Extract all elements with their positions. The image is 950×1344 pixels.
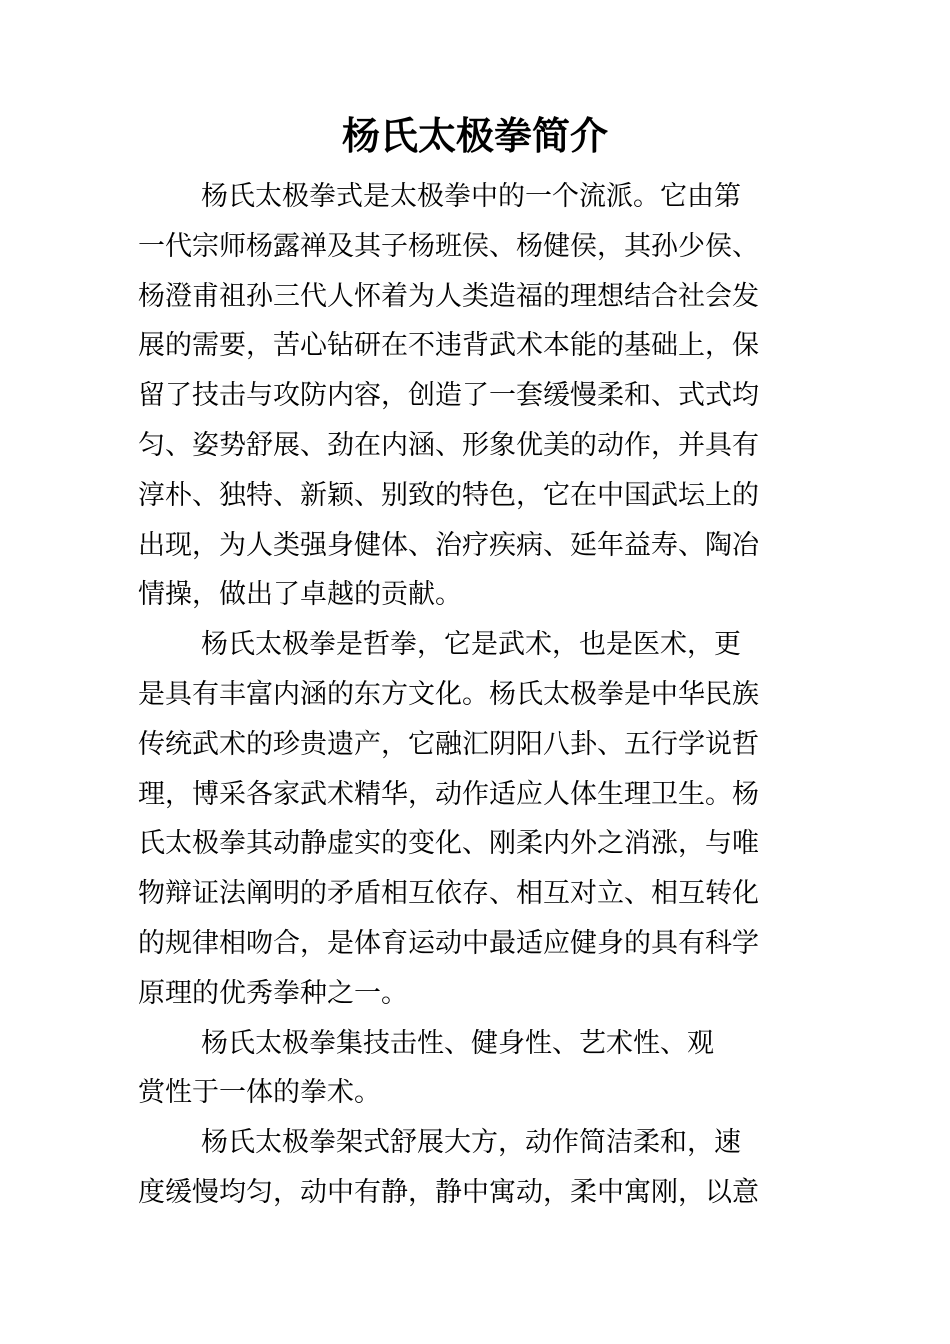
text-line: 匀、姿势舒展、劲在内涵、形象优美的动作，并具有 — [138, 429, 759, 461]
document-body — [138, 172, 828, 1218]
text-line: 情操，做出了卓越的贡献。 — [138, 579, 462, 611]
text-line: 杨氏太极拳架式舒展大方，动作简洁柔和，速 — [201, 1127, 741, 1159]
text-line: 出现，为人类强身健体、治疗疾病、延年益寿、陶冶 — [138, 529, 759, 561]
paragraph-3 — [138, 1019, 828, 1119]
text-line: 杨氏太极拳是哲拳，它是武术，也是医术，更 — [201, 629, 741, 661]
text-line: 杨氏太极拳式是太极拳中的一个流派。它由第 — [201, 181, 741, 212]
document-title: 杨氏太极拳简介 — [341, 114, 608, 158]
text-line: 淳朴、独特、新颖、别致的特色，它在中国武坛上的 — [138, 479, 759, 511]
paragraph-1 — [138, 172, 828, 620]
text-line: 度缓慢均匀，动中有静，静中寓动，柔中寓刚，以意 — [138, 1176, 759, 1208]
text-line: 杨澄甫祖孙三代人怀着为人类造福的理想结合社会发 — [138, 280, 759, 312]
text-line: 理，博采各家武术精华，动作适应人体生理卫生。杨 — [138, 778, 759, 810]
text-line: 赏性于一体的拳术。 — [138, 1077, 381, 1109]
text-line: 是具有丰富内涵的东方文化。杨氏太极拳是中华民族 — [138, 678, 759, 710]
text-line: 留了技击与攻防内容，创造了一套缓慢柔和、式式均 — [138, 380, 759, 412]
paragraph-4 — [138, 1118, 828, 1218]
text-line: 的规律相吻合，是体育运动中最适应健身的具有科学 — [138, 927, 759, 959]
text-line: 展的需要，苦心钻研在不违背武术本能的基础上，保 — [138, 330, 759, 362]
paragraph-2 — [138, 620, 828, 1018]
text-line: 杨氏太极拳集技击性、健身性、艺术性、观 — [201, 1027, 714, 1059]
text-line: 原理的优秀拳种之一。 — [138, 977, 408, 1009]
text-line: 一代宗师杨露禅及其子杨班侯、杨健侯，其孙少侯、 — [138, 230, 759, 262]
text-line: 传统武术的珍贵遗产，它融汇阴阳八卦、五行学说哲 — [138, 728, 759, 760]
text-line: 氏太极拳其动静虚实的变化、刚柔内外之消涨，与唯 — [138, 828, 759, 860]
text-line: 物辩证法阐明的矛盾相互依存、相互对立、相互转化 — [138, 878, 759, 910]
